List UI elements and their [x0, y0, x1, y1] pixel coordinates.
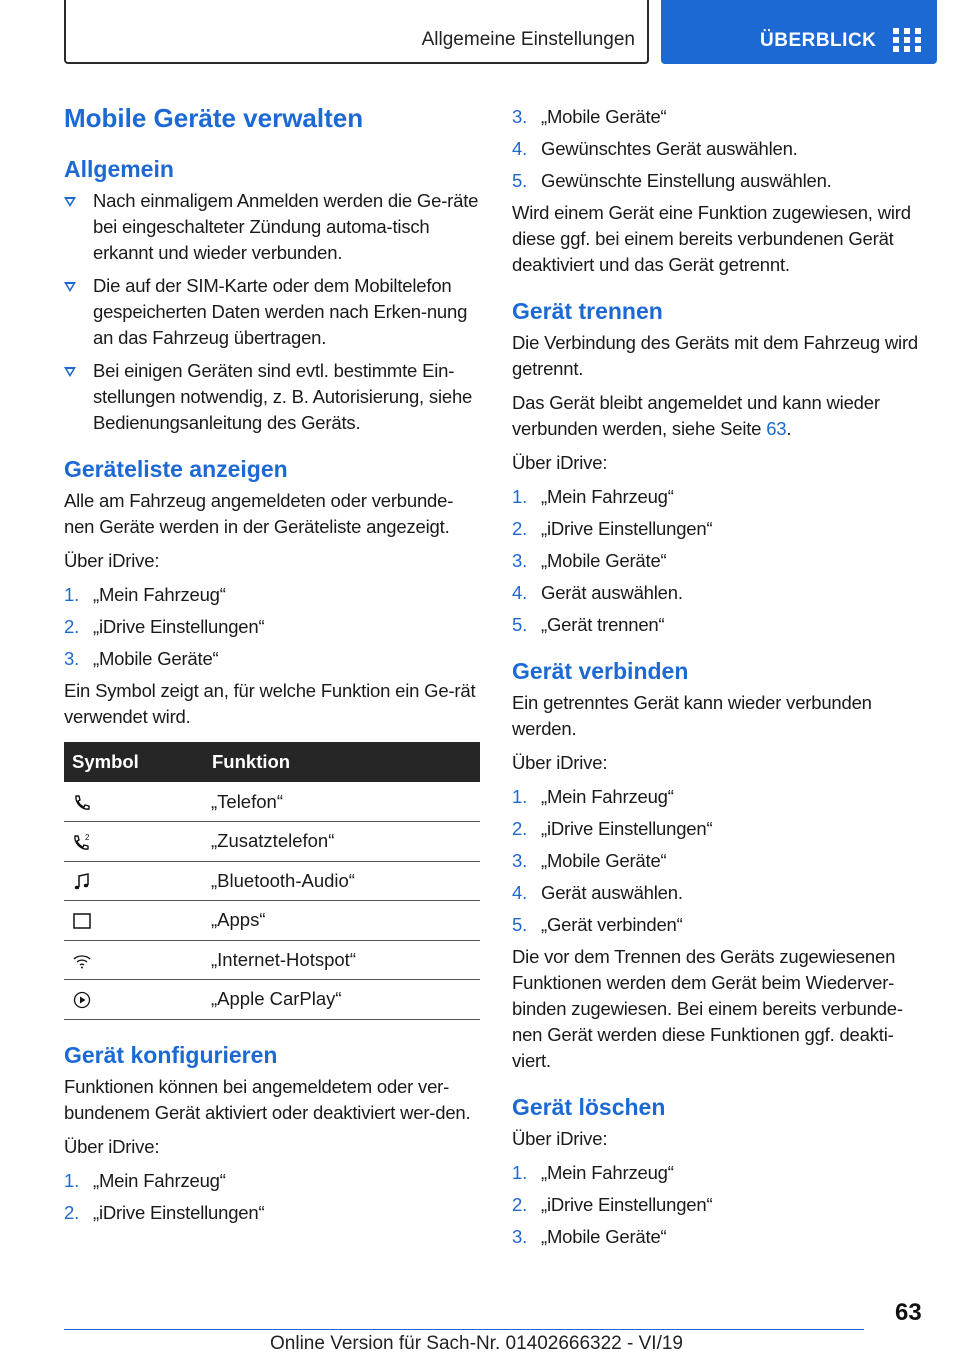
step-item: 4. Gewünschtes Gerät auswählen. [512, 138, 798, 159]
step-item: 3. „Mobile Geräte“ [512, 1226, 667, 1247]
step-item: 2. „iDrive Einstellungen“ [512, 1194, 713, 1215]
apps-square-icon [72, 911, 92, 931]
bullet-item: Die auf der SIM-Karte oder dem Mobiltelefon gespeicherten Daten werden nach Erken‐nung an das Fahrzeug übertragen. [64, 273, 480, 351]
step-item: 5. „Gerät verbinden“ [512, 914, 683, 935]
table-row: „Apple CarPlay“ [64, 980, 480, 1020]
page-number: 63 [895, 1299, 922, 1326]
music-note-icon [72, 872, 92, 892]
verbinden-steps [512, 784, 924, 938]
symbol-intro-text: Ein Symbol zeigt an, für welche Funktion ein Ge‐rät verwendet wird. [64, 680, 476, 727]
verbinden-text: Ein getrenntes Gerät kann wieder verbunden werden. [512, 692, 872, 739]
loeschen-steps [512, 1160, 924, 1250]
step-item: 3. „Mobile Geräte“ [512, 106, 667, 127]
right-column [512, 104, 924, 1256]
table-row: „Telefon“ [64, 782, 480, 822]
bullet-item: Bei einigen Geräten sind evtl. bestimmte Ein‐stellungen notwendig, z. B. Autorisierung, siehe Bedienungsanleitung des Geräts. [64, 358, 480, 436]
table-row: „Bluetooth-Audio“ [64, 861, 480, 901]
step-item: 4. Gerät auswählen. [512, 582, 683, 603]
verbinden-after-text: Die vor dem Trennen des Geräts zugewiesenen Funktionen werden dem Gerät beim Wiederver‐binden zugewiesen. Bei einem bereits verbunde‐nen Gerät werden diese Funktionen ggf. deakti‐viert. [512, 946, 903, 1071]
step-item: 3. „Mobile Geräte“ [64, 648, 219, 669]
table-row: „Internet-Hotspot“ [64, 940, 480, 980]
via-idrive-label: Über iDrive: [512, 452, 608, 473]
step-item: 1. „Mein Fahrzeug“ [64, 584, 226, 605]
header-section-box [64, 0, 649, 64]
footer-divider [64, 1329, 864, 1330]
heading-loeschen: Gerät löschen [512, 1094, 666, 1120]
step-item: 1. „Mein Fahrzeug“ [512, 1162, 674, 1183]
heading-verbinden: Gerät verbinden [512, 658, 689, 684]
triangle-bullet-icon [64, 282, 76, 292]
step-item: 5. „Gerät trennen“ [512, 614, 665, 635]
step-item: 3. „Mobile Geräte“ [512, 550, 667, 571]
wifi-hotspot-icon [72, 951, 92, 971]
header-section-title: Allgemeine Einstellungen [421, 29, 635, 50]
svg-text:2: 2 [85, 833, 90, 843]
trennen-steps [512, 484, 924, 638]
trennen-text: Die Verbindung des Geräts mit dem Fahrzeug wird getrennt. [512, 332, 919, 379]
via-idrive-label: Über iDrive: [64, 550, 160, 571]
step-item: 1. „Mein Fahrzeug“ [512, 486, 674, 507]
grid-icon[interactable] [893, 28, 921, 52]
trennen-reference-text: Das Gerät bleibt angemeldet und kann wieder verbunden werden, siehe Seite 63. [512, 392, 880, 439]
heading-konfigurieren: Gerät konfigurieren [64, 1041, 278, 1068]
heading-allgemein: Allgemein [64, 156, 174, 182]
konfigurieren-after-text: Wird einem Gerät eine Funktion zugewiesen, wird diese ggf. bei einem bereits verbundenen Gerät deaktiviert und das Gerät getrennt. [512, 202, 911, 275]
via-idrive-label: Über iDrive: [64, 1135, 160, 1157]
step-item: 5. Gewünschte Einstellung auswählen. [512, 170, 832, 191]
triangle-bullet-icon [64, 367, 76, 377]
col-function-header: Funktion [204, 742, 480, 782]
allgemein-bullets [64, 188, 480, 436]
table-row: „Apps“ [64, 901, 480, 941]
bullet-item: Nach einmaligem Anmelden werden die Ge‐räte bei eingeschalteter Zündung automa‐tisch erkannt und wieder verbunden. [64, 188, 480, 266]
triangle-bullet-icon [64, 197, 76, 207]
step-item: 2. „iDrive Einstellungen“ [512, 518, 713, 539]
step-item: 2. „iDrive Einstellungen“ [64, 616, 265, 637]
table-header-row [64, 742, 480, 782]
step-item: 1. „Mein Fahrzeug“ [64, 1169, 226, 1191]
konfigurieren-steps [64, 1168, 480, 1226]
overview-tab[interactable] [661, 0, 937, 64]
carplay-icon [72, 990, 92, 1010]
phone-icon [72, 793, 92, 813]
via-idrive-label: Über iDrive: [512, 1128, 608, 1149]
page-reference-link[interactable]: 63 [766, 418, 787, 439]
konfigurieren-text: Funktionen können bei angemeldetem oder ver‐bundenem Gerät aktiviert oder deaktiviert wer‐den. [64, 1075, 471, 1123]
phone-2-icon [72, 832, 92, 852]
via-idrive-label: Über iDrive: [512, 752, 608, 773]
konfigurieren-steps-cont [512, 104, 924, 194]
step-item: 3. „Mobile Geräte“ [512, 850, 667, 871]
table-row: 2 „Zusatztelefon“ [64, 822, 480, 862]
step-item: 1. „Mein Fahrzeug“ [512, 786, 674, 807]
col-symbol-header: Symbol [64, 742, 204, 782]
page-title: Mobile Geräte verwalten [64, 103, 364, 133]
heading-trennen: Gerät trennen [512, 298, 663, 324]
heading-geraeteliste: Geräteliste anzeigen [64, 456, 288, 482]
step-item: 2. „iDrive Einstellungen“ [512, 818, 713, 839]
overview-tab-label[interactable]: ÜBERBLICK [760, 30, 877, 51]
symbol-table [64, 742, 480, 1020]
geraeteliste-steps [64, 582, 480, 672]
step-item: 4. Gerät auswählen. [512, 882, 683, 903]
left-column [64, 100, 480, 1232]
geraeteliste-text: Alle am Fahrzeug angemeldeten oder verbunde‐nen Geräte werden in der Geräteliste angezeigt. [64, 490, 454, 537]
footer-online-version: Online Version für Sach-Nr. 01402666322 - VI/19 [270, 1333, 683, 1354]
step-item: 2. „iDrive Einstellungen“ [64, 1201, 265, 1223]
